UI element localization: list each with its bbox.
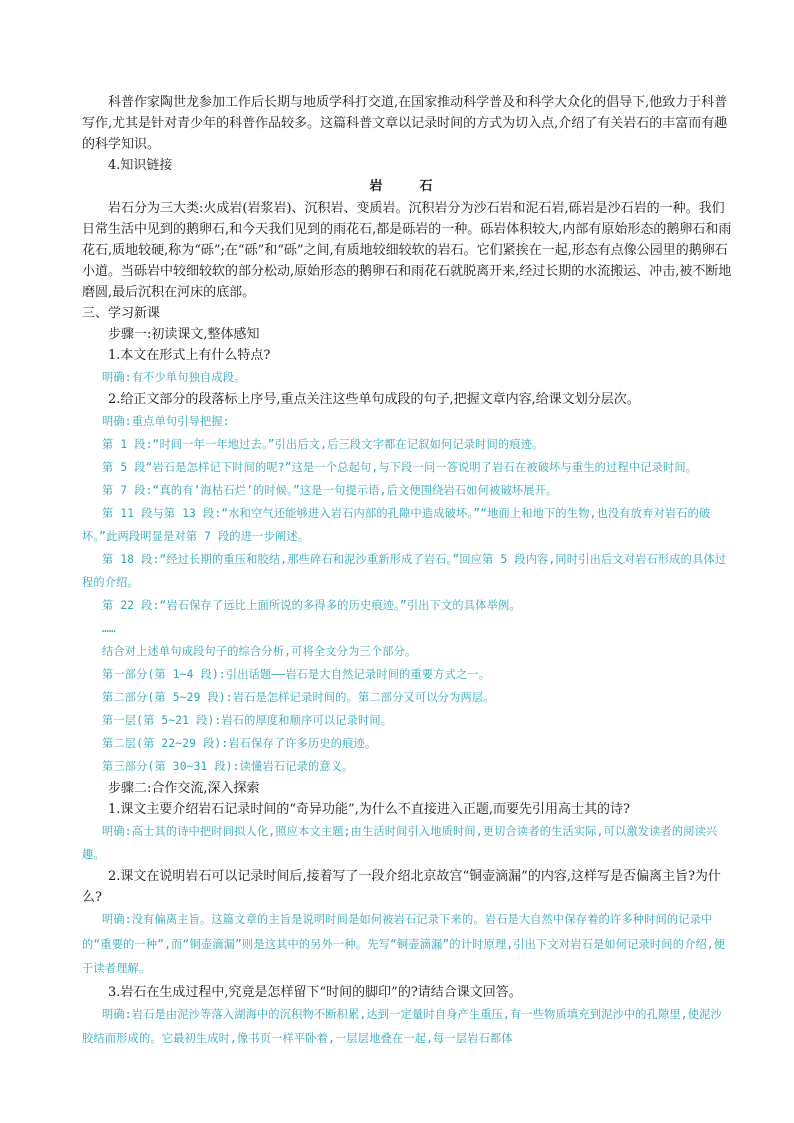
answer-line: 第一部分(第 1~4 段):引出话题——岩石是大自然记录时间的重要方式之一。	[102, 668, 491, 681]
answer-line: 第二部分(第 5~29 段):岩石是怎样记录时间的。第二部分又可以分为两层。	[102, 691, 495, 704]
step2-answer-2: 明确:没有偏离主旨。这篇文章的主旨是说明时间是如何被岩石记录下来的。岩石是大自然中保存着的许多种时间的记录中的“重要的一种”,而“铜壶滴漏”则是这其中的另外一种。先写“铜壶滴漏”的计时原理,引出下文对岩石是如何记录时间的介绍,便于读者理解。	[82, 913, 726, 975]
step2-question-3: 3.岩石在生成过程中,究竟是怎样留下“时间的脚印”的?请结合课文回答。	[108, 984, 522, 1000]
answer-line: 结合对上述单句成段句子的综合分析,可将全文分为三个部分。	[102, 645, 417, 658]
step2-question-2: 2.课文在说明岩石可以记录时间后,接着写了一段介绍北京故宫“铜壶滴漏”的内容,这样写是否偏离主旨?为什么?	[82, 869, 721, 905]
section-heading: 三、学习新课	[82, 306, 161, 321]
step2-heading: 步骤二:合作交流,深入探索	[108, 781, 260, 796]
answer-line: 明确:重点单句引导把握:	[102, 415, 230, 428]
page-content	[82, 92, 732, 1052]
rock-paragraph: 岩石分为三大类:火成岩(岩浆岩)、沉积岩、变质岩。沉积岩分为沙石岩和泥石岩,砾岩是沙石岩的一种。我们日常生活中见到的鹅卵石,和今天我们见到的雨花石,都是砾岩的一种。砾岩体积较大,内部有原始形态的鹅卵石和雨花石,质地较硬,称为“砾”;在“砾”和“砾”之间,有质地较细较软的岩石。它们紧挨在一起,形态有点像公园里的鹅卵石小道。当砾岩中较细较软的部分松动,原始形态的鹅卵石和雨花石就脱离开来,经过长期的水流搬运、冲击,被不断地磨圆,最后沉积在河床的底部。	[82, 201, 732, 300]
step2-question-1: 1.课文主要介绍岩石记录时间的“奇异功能”,为什么不直接进入正题,而要先引用高士其的诗?	[108, 802, 630, 817]
answer-line: 第 18 段:“经过长期的重压和胶结,那些碎石和泥沙重新形成了岩石。”回应第 5 段内容,同时引出后文对岩石形成的具体过程的介绍。	[82, 553, 727, 589]
answer-line: 第 7 段:“真的有‘海枯石烂’的时候。”这是一句提示语,后文便围绕岩石如何被破坏展开。	[102, 484, 558, 497]
answer-line: ……	[102, 622, 116, 635]
rock-section-title: 岩 石	[369, 179, 445, 194]
step1-heading: 步骤一:初读课文,整体感知	[108, 327, 260, 342]
author-paragraph: 科普作家陶世龙参加工作后长期与地质学科打交道,在国家推动科学普及和科学大众化的倡导下,他致力于科普写作,尤其是针对青少年的科普作品较多。这篇科普文章以记录时间的方式为切入点,介绍了有关岩石的丰富而有趣的科学知识。	[82, 95, 728, 152]
answer-line: 第二层(第 22~29 段):岩石保存了许多历史的痕迹。	[102, 737, 377, 750]
answer-line: 第一层(第 5~21 段):岩石的厚度和顺序可以记录时间。	[102, 714, 393, 727]
step2-answer-3: 明确:岩石是由泥沙等落入湖海中的沉积物不断积累,达到一定量时自身产生重压,有一些物质填充到泥沙中的孔隙里,使泥沙胶结而形成的。它最初生成时,像书页一样平卧着,一层层地叠在一起,每一层岩石都体	[82, 1007, 722, 1045]
answer-line: 第 1 段:“时间一年一年地过去。”引出后文,后三段文字都在记叙如何记录时间的痕迹。	[102, 438, 544, 451]
step1-question-1: 1.本文在形式上有什么特点?	[108, 348, 271, 363]
step2-answer-1: 明确:高士其的诗中把时间拟人化,照应本文主题;由生活时间引入地质时间,更切合读者的生活实际,可以激发读者的阅读兴趣。	[82, 825, 718, 861]
step1-answer-1: 明确:有不少单句独自成段。	[102, 371, 246, 384]
knowledge-link-heading: 4.知识链接	[108, 158, 173, 173]
answer-line: 第三部分(第 30~31 段):读懂岩石记录的意义。	[102, 760, 354, 773]
answer-line: 第 11 段与第 13 段:“水和空气还能够进入岩石内部的孔隙中造成破坏。”“地面上和地下的生物,也没有放弃对岩石的破坏。”此两段明显是对第 7 段的进一步阐述。	[82, 507, 711, 543]
answer-line: 第 5 段“岩石是怎样记下时间的呢?”这是一个总起句,与下段一问一答说明了岩石在被破坏与重生的过程中记录时间。	[102, 461, 698, 474]
answer-line: 第 22 段:“岩石保存了远比上面所说的多得多的历史痕迹。”引出下文的具体举例。	[102, 599, 521, 612]
step1-question-2: 2.给正文部分的段落标上序号,重点关注这些单句成段的句子,把握文章内容,给课文划分层次。	[108, 392, 640, 407]
